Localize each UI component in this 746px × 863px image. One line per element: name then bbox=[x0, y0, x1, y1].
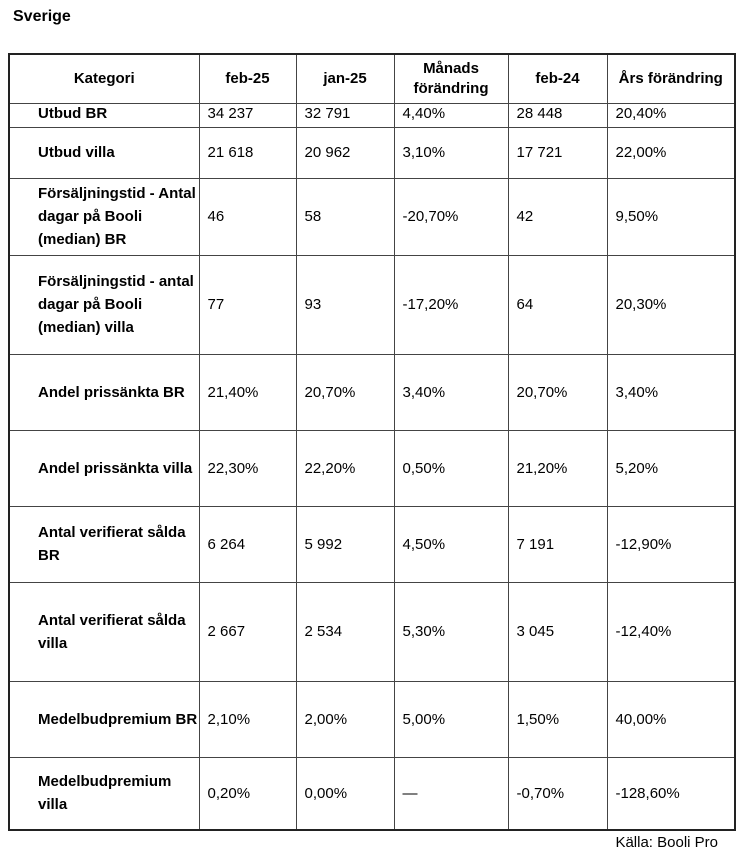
table-row bbox=[9, 255, 735, 354]
row-category: Försäljningstid - Antal dagar på Booli (median) BR bbox=[9, 178, 199, 255]
cell-feb-25: 22,30% bbox=[199, 430, 296, 506]
cell-monthly-change: 4,50% bbox=[394, 506, 508, 582]
cell-yearly-change: 9,50% bbox=[607, 178, 735, 255]
table-row bbox=[9, 681, 735, 757]
cell-yearly-change: 5,20% bbox=[607, 430, 735, 506]
row-category: Medelbudpremium BR bbox=[9, 681, 199, 757]
cell-jan-25: 2,00% bbox=[296, 681, 394, 757]
cell-jan-25: 20 962 bbox=[296, 127, 394, 178]
header-jan-25: jan-25 bbox=[296, 54, 394, 103]
cell-monthly-change: — bbox=[394, 757, 508, 830]
table-row bbox=[9, 430, 735, 506]
table-row bbox=[9, 354, 735, 430]
cell-feb-25: 2 667 bbox=[199, 582, 296, 681]
row-category: Medelbudpremium villa bbox=[9, 757, 199, 830]
cell-jan-25: 0,00% bbox=[296, 757, 394, 830]
header-feb-24: feb-24 bbox=[508, 54, 607, 103]
cell-feb-25: 46 bbox=[199, 178, 296, 255]
cell-yearly-change: 3,40% bbox=[607, 354, 735, 430]
cell-yearly-change: 20,30% bbox=[607, 255, 735, 354]
table-row bbox=[9, 127, 735, 178]
cell-feb-25: 0,20% bbox=[199, 757, 296, 830]
header-yearly-change: Års förändring bbox=[607, 54, 735, 103]
cell-feb-24: 28 448 bbox=[508, 103, 607, 127]
cell-feb-25: 6 264 bbox=[199, 506, 296, 582]
table-row bbox=[9, 178, 735, 255]
cell-yearly-change: 20,40% bbox=[607, 103, 735, 127]
cell-jan-25: 2 534 bbox=[296, 582, 394, 681]
cell-feb-25: 2,10% bbox=[199, 681, 296, 757]
row-category: Andel prissänkta villa bbox=[9, 430, 199, 506]
cell-jan-25: 5 992 bbox=[296, 506, 394, 582]
cell-yearly-change: -128,60% bbox=[607, 757, 735, 830]
cell-feb-24: 64 bbox=[508, 255, 607, 354]
row-category: Försäljningstid - antal dagar på Booli (median) villa bbox=[9, 255, 199, 354]
source-note: Källa: Booli Pro bbox=[615, 834, 718, 851]
header-kategori: Kategori bbox=[9, 54, 199, 103]
cell-monthly-change: 5,00% bbox=[394, 681, 508, 757]
cell-monthly-change: 3,40% bbox=[394, 354, 508, 430]
cell-feb-24: 20,70% bbox=[508, 354, 607, 430]
cell-feb-24: -0,70% bbox=[508, 757, 607, 830]
row-category: Utbud villa bbox=[9, 127, 199, 178]
cell-feb-24: 17 721 bbox=[508, 127, 607, 178]
header-monthly-change-line2: förändring bbox=[413, 79, 489, 97]
cell-feb-24: 3 045 bbox=[508, 582, 607, 681]
cell-jan-25: 32 791 bbox=[296, 103, 394, 127]
header-feb-25: feb-25 bbox=[199, 54, 296, 103]
cell-yearly-change: -12,90% bbox=[607, 506, 735, 582]
row-category: Antal verifierat sålda villa bbox=[9, 582, 199, 681]
cell-yearly-change: 22,00% bbox=[607, 127, 735, 178]
table-row bbox=[9, 757, 735, 830]
header-monthly-change bbox=[394, 54, 508, 103]
cell-feb-24: 42 bbox=[508, 178, 607, 255]
cell-feb-24: 21,20% bbox=[508, 430, 607, 506]
housing-statistics-table bbox=[8, 53, 736, 831]
table-row bbox=[9, 506, 735, 582]
row-category: Andel prissänkta BR bbox=[9, 354, 199, 430]
cell-monthly-change: 3,10% bbox=[394, 127, 508, 178]
region-title: Sverige bbox=[13, 8, 71, 25]
table-header-row bbox=[9, 54, 735, 103]
cell-feb-24: 7 191 bbox=[508, 506, 607, 582]
cell-yearly-change: 40,00% bbox=[607, 681, 735, 757]
cell-monthly-change: -17,20% bbox=[394, 255, 508, 354]
row-category: Utbud BR bbox=[9, 103, 199, 127]
cell-yearly-change: -12,40% bbox=[607, 582, 735, 681]
table-row bbox=[9, 582, 735, 681]
cell-jan-25: 22,20% bbox=[296, 430, 394, 506]
cell-jan-25: 20,70% bbox=[296, 354, 394, 430]
table-row bbox=[9, 103, 735, 127]
cell-feb-25: 21 618 bbox=[199, 127, 296, 178]
cell-feb-24: 1,50% bbox=[508, 681, 607, 757]
cell-feb-25: 34 237 bbox=[199, 103, 296, 127]
cell-monthly-change: 0,50% bbox=[394, 430, 508, 506]
cell-jan-25: 93 bbox=[296, 255, 394, 354]
cell-monthly-change: 4,40% bbox=[394, 103, 508, 127]
cell-monthly-change: 5,30% bbox=[394, 582, 508, 681]
cell-feb-25: 77 bbox=[199, 255, 296, 354]
cell-jan-25: 58 bbox=[296, 178, 394, 255]
cell-monthly-change: -20,70% bbox=[394, 178, 508, 255]
cell-feb-25: 21,40% bbox=[199, 354, 296, 430]
header-monthly-change-line1: Månads bbox=[423, 59, 479, 77]
row-category: Antal verifierat sålda BR bbox=[9, 506, 199, 582]
